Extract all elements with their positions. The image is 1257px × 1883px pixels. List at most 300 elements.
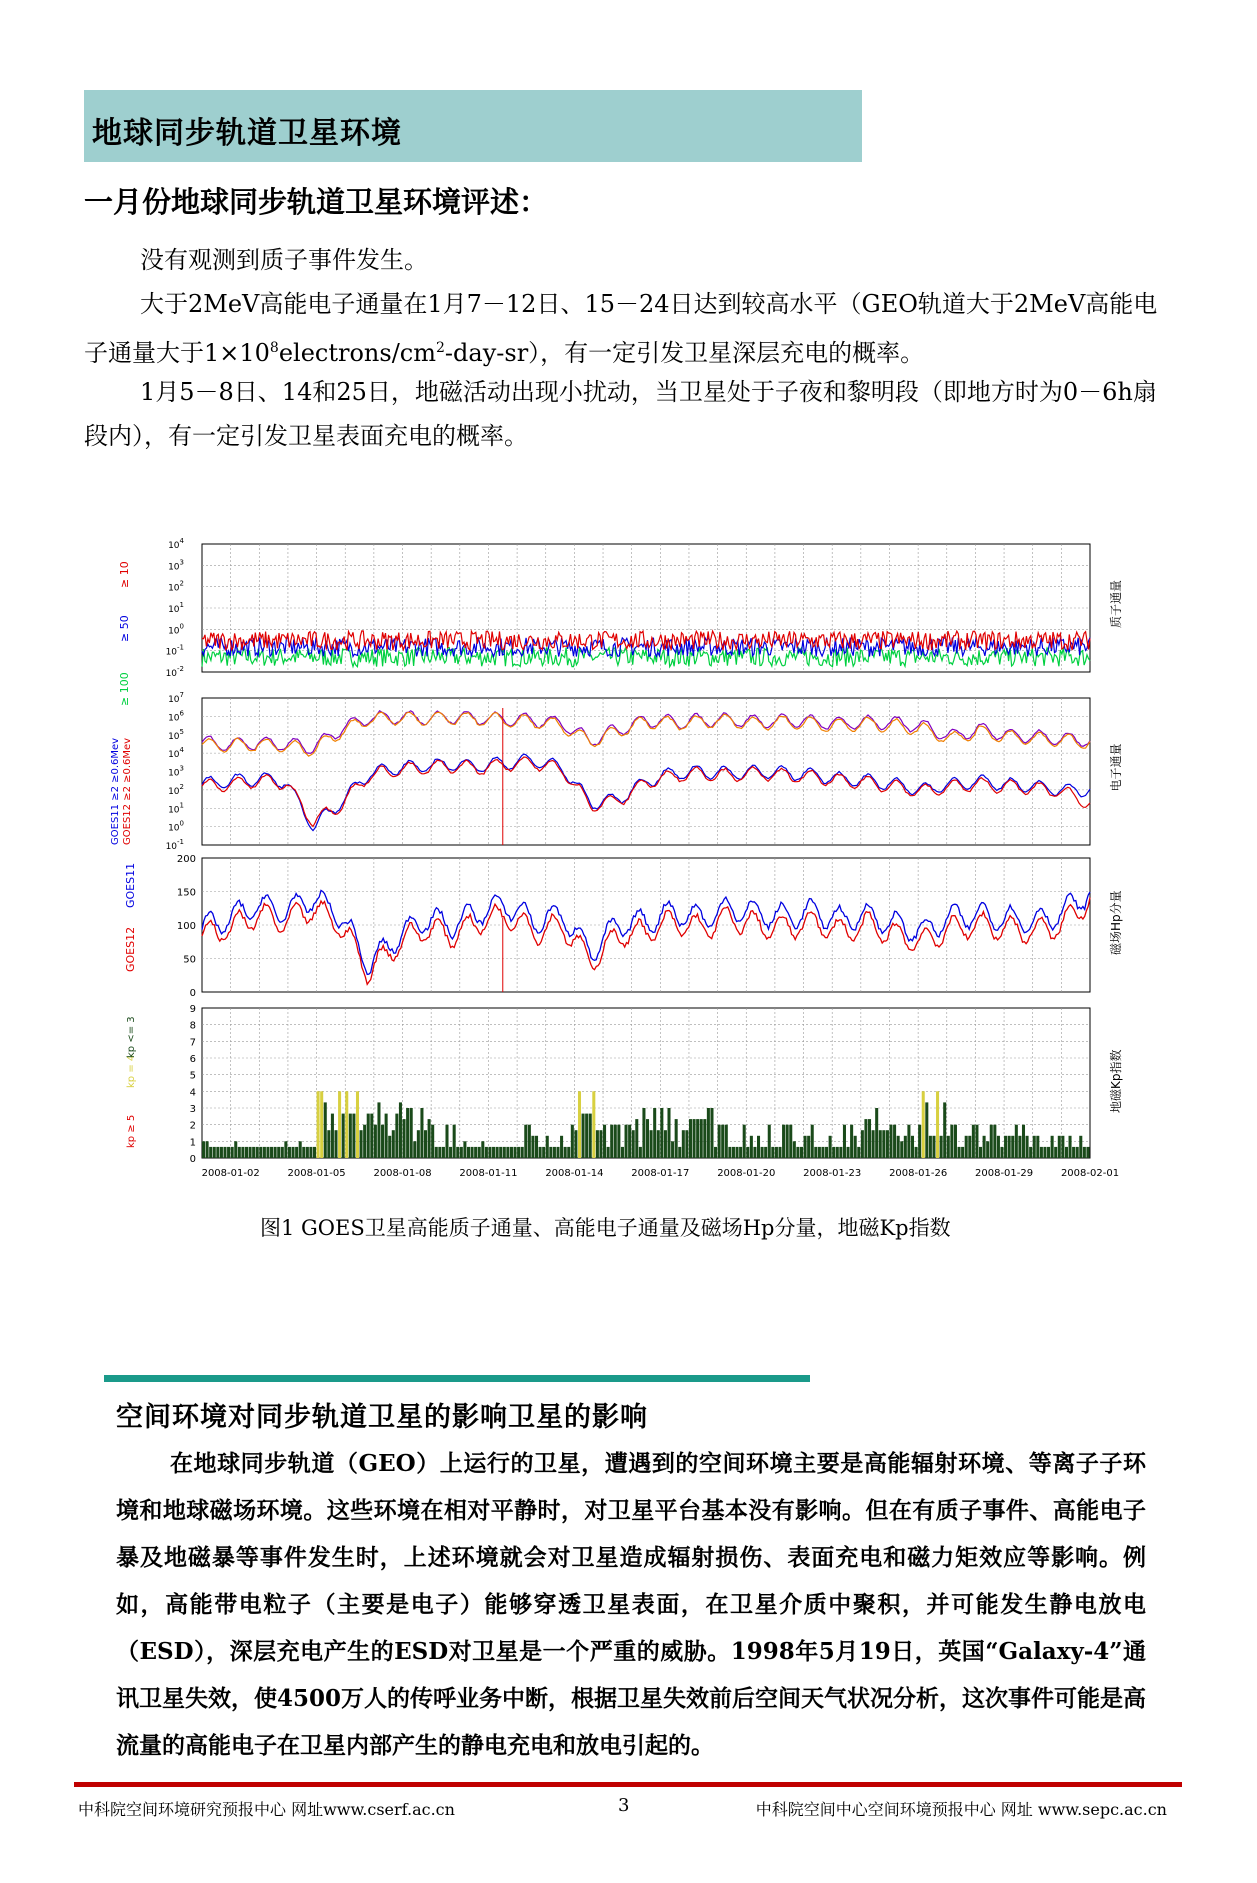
kp-bar (334, 1130, 337, 1158)
p3-ytick-1: 50 (183, 954, 196, 966)
page-subtitle: 一月份地球同步轨道卫星环境评述： (84, 185, 549, 219)
kp-bar (721, 1125, 724, 1158)
kp-bar (471, 1147, 474, 1158)
kp-bar (789, 1125, 792, 1158)
kp-bar (320, 1091, 323, 1158)
kp-bar (263, 1147, 266, 1158)
kp-bar (925, 1102, 928, 1158)
p2-ytick-7: $10^6$ (168, 709, 184, 724)
kp-bar (693, 1119, 696, 1158)
kp-bar (710, 1108, 713, 1158)
kp-bar (349, 1114, 352, 1158)
kp-bar (449, 1147, 452, 1158)
kp-bar (1022, 1125, 1025, 1158)
kp-bar (1036, 1136, 1039, 1158)
kp-bar (728, 1147, 731, 1158)
kp-bar (614, 1125, 617, 1158)
kp-bar (689, 1119, 692, 1158)
kp-bar (546, 1136, 549, 1158)
kp-bar (1061, 1136, 1064, 1158)
kp-bar (481, 1141, 484, 1158)
kp-bar (632, 1130, 635, 1158)
p2-ytick-8: $10^7$ (168, 691, 184, 705)
kp-bar (839, 1147, 842, 1158)
p2-title: 电子通量 (1109, 743, 1123, 792)
kp-bar (292, 1147, 295, 1158)
kp-bar (610, 1125, 613, 1158)
kp-bar (1000, 1147, 1003, 1158)
kp-bar (252, 1147, 255, 1158)
kp-bar (1054, 1147, 1057, 1158)
kp-bar (592, 1091, 595, 1158)
kp-legend-0: kp ≥ 5 (126, 1114, 137, 1148)
kp-bar (463, 1141, 466, 1158)
kp-bar (442, 1147, 445, 1158)
kp-bar (907, 1125, 910, 1158)
x-tick-label: 2008-01-17 (631, 1168, 690, 1179)
kp-bar (807, 1136, 810, 1158)
kp-bar (424, 1130, 427, 1158)
kp-bar (542, 1147, 545, 1158)
kp-bar (356, 1091, 359, 1158)
x-tick-label: 2008-01-20 (717, 1168, 776, 1179)
kp-bar (850, 1125, 853, 1158)
p1-ytick-5: $10^3$ (168, 558, 184, 573)
kp-bar (782, 1125, 785, 1158)
p4-ytick-2: 2 (189, 1120, 196, 1132)
kp-bar (428, 1119, 431, 1158)
kp-bar (589, 1114, 592, 1158)
kp-bar (331, 1114, 334, 1158)
kp-bar (363, 1125, 366, 1158)
kp-bar (915, 1147, 918, 1158)
kp-bar (671, 1141, 674, 1158)
kp-bar (646, 1119, 649, 1158)
kp-bar (596, 1130, 599, 1158)
figure-caption: 图1 GOES卫星高能质子通量、高能电子通量及磁场Hp分量，地磁Kp指数 (260, 1216, 951, 1240)
kp-bar (460, 1147, 463, 1158)
kp-bar (567, 1147, 570, 1158)
kp-bar (392, 1130, 395, 1158)
kp-legend-1: kp = 4 (126, 1054, 137, 1088)
kp-bar (796, 1147, 799, 1158)
kp-bar (571, 1125, 574, 1158)
kp-bar (352, 1114, 355, 1158)
kp-bar (768, 1125, 771, 1158)
kp-bar (718, 1125, 721, 1158)
kp-bar (213, 1147, 216, 1158)
kp-bar (736, 1147, 739, 1158)
kp-bar (245, 1147, 248, 1158)
kp-bar (657, 1130, 660, 1158)
kp-bar (360, 1130, 363, 1158)
p1-ytick-3: $10^1$ (168, 601, 184, 615)
kp-bar (1033, 1136, 1036, 1158)
kp-bar (410, 1108, 413, 1158)
kp-bar (707, 1108, 710, 1158)
p2-ytick-3: $10^2$ (168, 782, 184, 797)
kp-bar (786, 1125, 789, 1158)
kp-bar (979, 1147, 982, 1158)
kp-bar (302, 1147, 305, 1158)
kp-bar (821, 1147, 824, 1158)
x-tick-label: 2008-01-29 (975, 1168, 1034, 1179)
kp-bar (750, 1136, 753, 1158)
kp-bar (864, 1119, 867, 1158)
kp-bar (904, 1136, 907, 1158)
kp-bar (753, 1147, 756, 1158)
kp-bar (764, 1147, 767, 1158)
kp-bar (456, 1147, 459, 1158)
p4-ytick-9: 9 (189, 1004, 196, 1015)
kp-bar (599, 1130, 602, 1158)
p1-ytick-2: $10^0$ (168, 622, 184, 637)
kp-bar (1004, 1136, 1007, 1158)
kp-bar (635, 1119, 638, 1158)
kp-bar (843, 1125, 846, 1158)
kp-bar (324, 1102, 327, 1158)
kp-bar (399, 1102, 402, 1158)
kp-bar (675, 1119, 678, 1158)
kp-bar (825, 1147, 828, 1158)
page-number: 3 (618, 1795, 630, 1816)
x-tick-label: 2008-01-08 (373, 1168, 432, 1179)
kp-bar (965, 1136, 968, 1158)
kp-bar (1079, 1136, 1082, 1158)
x-tick-label: 2008-01-02 (201, 1168, 260, 1179)
kp-bar (664, 1130, 667, 1158)
paragraph-2: 大于2MeV高能电子通量在1月7－12日、15－24日达到较高水平（GEO轨道大于2MeV高能电子通量大于$1\times 10^8electrons/cm^2-day-sr$），有一定引发卫星深层充电的概率。 (84, 290, 1158, 367)
p4-title: 地磁Kp指数 (1109, 1049, 1123, 1113)
kp-bar (761, 1147, 764, 1158)
kp-bar (868, 1119, 871, 1158)
kp-bar (886, 1130, 889, 1158)
p3-title: 磁场Hp分量 (1109, 890, 1123, 955)
kp-bar (524, 1125, 527, 1158)
kp-bar (625, 1125, 628, 1158)
kp-bar (872, 1130, 875, 1158)
p4-ytick-0: 0 (189, 1154, 196, 1165)
kp-bar (778, 1147, 781, 1158)
kp-bar (220, 1147, 223, 1158)
x-tick-label: 2008-01-11 (459, 1168, 518, 1179)
kp-bar (578, 1091, 581, 1158)
kp-bar (281, 1147, 284, 1158)
kp-bar (854, 1136, 857, 1158)
footer-rule (74, 1782, 1182, 1787)
kp-bar (438, 1147, 441, 1158)
kp-bar (209, 1147, 212, 1158)
kp-bar (832, 1147, 835, 1158)
kp-bar (1065, 1147, 1068, 1158)
kp-bar (757, 1136, 760, 1158)
kp-bar (1069, 1136, 1072, 1158)
kp-bar (650, 1130, 653, 1158)
kp-bar (918, 1125, 921, 1158)
kp-bar (377, 1102, 380, 1158)
kp-bar (1043, 1147, 1046, 1158)
kp-bar (732, 1147, 735, 1158)
p4-ytick-8: 8 (189, 1020, 196, 1032)
kp-bar (445, 1125, 448, 1158)
kp-bar (370, 1114, 373, 1158)
kp-bar (478, 1147, 481, 1158)
kp-bar (1008, 1136, 1011, 1158)
kp-bar (642, 1108, 645, 1158)
kp-bar (811, 1125, 814, 1158)
kp-bar (836, 1147, 839, 1158)
x-tick-label: 2008-01-23 (803, 1168, 862, 1179)
p3-ytick-4: 200 (176, 854, 196, 865)
kp-bar (685, 1130, 688, 1158)
kp-bar (861, 1130, 864, 1158)
kp-bar (993, 1125, 996, 1158)
p4-ytick-3: 3 (189, 1104, 196, 1115)
p2-legend-1: GOES12 ≥2 ≥0.6Mev (122, 737, 133, 845)
kp-bar (338, 1091, 341, 1158)
kp-bar (1018, 1136, 1021, 1158)
kp-bar (879, 1130, 882, 1158)
kp-bar (1051, 1136, 1054, 1158)
kp-bar (403, 1119, 406, 1158)
kp-bar (374, 1125, 377, 1158)
kp-bar (549, 1147, 552, 1158)
paragraph-3: 1月5－8日、14和25日，地磁活动出现小扰动，当卫星处于子夜和黎明段（即地方时为0－6h扇段内），有一定引发卫星表面充电的概率。 (84, 378, 1157, 450)
kp-bar (388, 1136, 391, 1158)
kp-bar (829, 1136, 832, 1158)
kp-bar (889, 1125, 892, 1158)
kp-bar (603, 1125, 606, 1158)
p4-ytick-7: 7 (189, 1037, 196, 1049)
kp-bar (936, 1091, 939, 1158)
p4-ytick-5: 5 (189, 1070, 196, 1082)
x-tick-label: 2008-01-14 (545, 1168, 604, 1179)
section2-title: 空间环境对同步轨道卫星的影响卫星的影响 (116, 1402, 648, 1433)
kp-bar (238, 1147, 241, 1158)
kp-bar (775, 1147, 778, 1158)
p1-legend-1: ≥ 50 (118, 615, 131, 642)
p1-legend-0: ≥ 10 (118, 561, 131, 588)
kp-bar (241, 1147, 244, 1158)
kp-bar (1058, 1136, 1061, 1158)
p1-ytick-0: $10^{-2}$ (165, 665, 184, 679)
kp-bar (499, 1147, 502, 1158)
kp-bar (381, 1125, 384, 1158)
kp-bar (746, 1147, 749, 1158)
kp-bar (617, 1125, 620, 1158)
p3-ytick-2: 100 (176, 921, 196, 932)
kp-bar (1026, 1136, 1029, 1158)
kp-bar (997, 1136, 1000, 1158)
section-divider (104, 1375, 810, 1382)
p1-title: 质子通量 (1109, 579, 1123, 628)
kp-bar (893, 1125, 896, 1158)
kp-bar (517, 1147, 520, 1158)
kp-bar (990, 1125, 993, 1158)
kp-bar (814, 1147, 817, 1158)
kp-bar (256, 1147, 259, 1158)
kp-bar (607, 1147, 610, 1158)
kp-bar (413, 1141, 416, 1158)
kp-bar (560, 1136, 563, 1158)
kp-bar (485, 1147, 488, 1158)
kp-bar (678, 1147, 681, 1158)
kp-bar (309, 1147, 312, 1158)
kp-bar (327, 1130, 330, 1158)
kp-bar (317, 1091, 320, 1158)
kp-bar (983, 1136, 986, 1158)
p2-ytick-1: $10^0$ (168, 819, 184, 834)
kp-bar (582, 1114, 585, 1158)
kp-bar (284, 1141, 287, 1158)
kp-bar (1072, 1147, 1075, 1158)
kp-bar (986, 1141, 989, 1158)
kp-bar (1047, 1147, 1050, 1158)
kp-bar (714, 1147, 717, 1158)
kp-bar (227, 1147, 230, 1158)
kp-bar (510, 1147, 513, 1158)
x-tick-label: 2008-01-05 (287, 1168, 346, 1179)
kp-bar (922, 1091, 925, 1158)
kp-bar (725, 1125, 728, 1158)
kp-bar (954, 1125, 957, 1158)
footer-right: 中科院空间中心空间环境预报中心 网址 www.sepc.ac.cn (755, 1800, 1167, 1819)
kp-bar (932, 1136, 935, 1158)
p4-ytick-4: 4 (189, 1087, 196, 1099)
kp-bar (1015, 1125, 1018, 1158)
p2-ytick-5: $10^4$ (168, 746, 184, 761)
kp-bar (288, 1147, 291, 1158)
kp-bar (929, 1136, 932, 1158)
kp-bar (234, 1141, 237, 1158)
kp-bar (621, 1147, 624, 1158)
kp-bar (385, 1114, 388, 1158)
p2-legend-0: GOES11 ≥2 ≥0.6Mev (110, 737, 121, 845)
x-tick-label: 2008-01-26 (889, 1168, 948, 1179)
kp-bar (958, 1147, 961, 1158)
kp-bar (506, 1147, 509, 1158)
kp-bar (528, 1125, 531, 1158)
kp-bar (950, 1125, 953, 1158)
kp-bar (231, 1147, 234, 1158)
kp-bar (417, 1130, 420, 1158)
kp-bar (367, 1114, 370, 1158)
p3-ytick-3: 150 (176, 887, 196, 899)
banner-title: 地球同步轨道卫星环境 (92, 116, 402, 151)
kp-bar (266, 1147, 269, 1158)
kp-bar (900, 1141, 903, 1158)
p2-ytick-0: $10^{-1}$ (165, 838, 184, 852)
kp-bar (943, 1102, 946, 1158)
kp-bar (739, 1147, 742, 1158)
kp-bar (1040, 1147, 1043, 1158)
kp-bar (206, 1141, 209, 1158)
kp-bar (882, 1130, 885, 1158)
kp-bar (521, 1147, 524, 1158)
paragraph-1: 没有观测到质子事件发生。 (140, 246, 428, 274)
kp-bar (406, 1108, 409, 1158)
p3-legend-0: GOES11 (124, 862, 137, 908)
kp-bar (535, 1136, 538, 1158)
kp-bar (975, 1125, 978, 1158)
section2-body: 在地球同步轨道（GEO）上运行的卫星，遭遇到的空间环境主要是高能辐射环境、等离子子环境和地球磁场环境。这些环境在相对平静时，对卫星平台基本没有影响。但在有质子事件、高能电子暴及地磁暴等事件发生时，上述环境就会对卫星造成辐射损伤、表面充电和磁力矩效应等影响。例如，高能带电粒子（主要是电子）能够穿透卫星表面，在卫星介质中聚积，并可能发生静电放电（ESD），深层充电产生的ESD对卫星是一个严重的威胁。1998年5月19日，英国“Galaxy-4”通讯卫星失效，使4500万人的传呼业务中断，根据卫星失效前后空间天气状况分析，这次事件可能是高流量的高能电子在卫星内部产生的静电充电和放电引起的。 (116, 1450, 1147, 1759)
kp-bar (249, 1147, 252, 1158)
kp-bar (270, 1147, 273, 1158)
kp-bar (277, 1147, 280, 1158)
kp-bar (202, 1141, 205, 1158)
kp-bar (553, 1147, 556, 1158)
kp-bar (503, 1147, 506, 1158)
kp-bar (1011, 1136, 1014, 1158)
kp-bar (818, 1147, 821, 1158)
p2-ytick-6: $10^5$ (168, 727, 184, 742)
kp-bar (743, 1125, 746, 1158)
kp-bar (420, 1108, 423, 1158)
kp-bar (223, 1147, 226, 1158)
kp-bar (653, 1108, 656, 1158)
p4-ytick-1: 1 (189, 1137, 196, 1149)
p3-legend-1: GOES12 (124, 926, 137, 972)
kp-bar (800, 1147, 803, 1158)
p3-ytick-0: 0 (189, 988, 196, 999)
kp-bar (804, 1136, 807, 1158)
p1-ytick-6: $10^4$ (168, 537, 184, 551)
kp-bar (682, 1130, 685, 1158)
kp-bar (696, 1119, 699, 1158)
footer-left: 中科院空间环境研究预报中心 网址www.cserf.ac.cn (78, 1800, 455, 1819)
kp-bar (793, 1141, 796, 1158)
kp-bar (771, 1147, 774, 1158)
kp-bar (1086, 1147, 1089, 1158)
kp-bar (556, 1147, 559, 1158)
x-tick-label: 2008-02-01 (1060, 1168, 1120, 1179)
kp-bar (972, 1125, 975, 1158)
kp-bar (488, 1147, 491, 1158)
kp-bar (564, 1147, 567, 1158)
goes-figure (110, 530, 1160, 1220)
kp-bar (395, 1114, 398, 1158)
kp-bar (911, 1136, 914, 1158)
kp-bar (306, 1147, 309, 1158)
kp-bar (342, 1114, 345, 1158)
kp-bar (847, 1147, 850, 1158)
kp-bar (628, 1125, 631, 1158)
kp-bar (295, 1147, 298, 1158)
kp-bar (574, 1130, 577, 1158)
kp-bar (703, 1119, 706, 1158)
kp-bar (639, 1147, 642, 1158)
kp-bar (961, 1147, 964, 1158)
kp-bar (660, 1108, 663, 1158)
p1-ytick-4: $10^2$ (168, 579, 184, 594)
p4-ytick-6: 6 (189, 1054, 196, 1065)
kp-bar (274, 1147, 277, 1158)
kp-bar (492, 1147, 495, 1158)
kp-bar (514, 1147, 517, 1158)
p2-ytick-2: $10^1$ (168, 801, 184, 816)
p1-ytick-1: $10^{-1}$ (165, 643, 184, 658)
kp-bar (700, 1119, 703, 1158)
kp-bar (940, 1136, 943, 1158)
p1-legend-2: ≥ 100 (118, 672, 131, 706)
kp-legend-2: kp <= 3 (126, 1016, 137, 1058)
kp-bar (531, 1136, 534, 1158)
kp-bar (1029, 1147, 1032, 1158)
kp-bar (897, 1136, 900, 1158)
kp-bar (216, 1147, 219, 1158)
kp-bar (1083, 1147, 1086, 1158)
kp-bar (474, 1147, 477, 1158)
